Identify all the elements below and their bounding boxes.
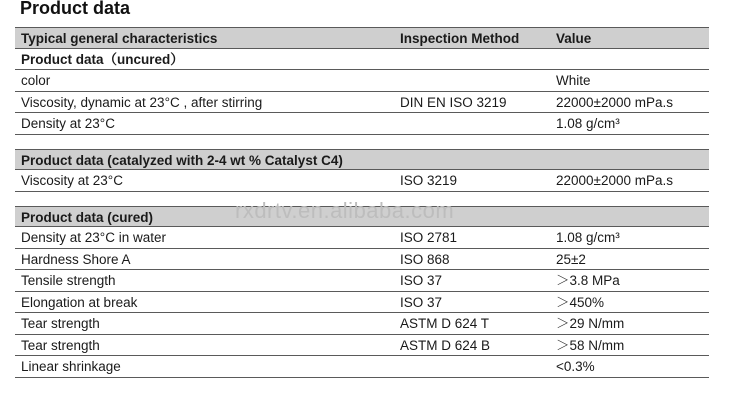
section-title: Product data（uncured） bbox=[21, 51, 184, 67]
row-value: ＞58 N/mm bbox=[556, 337, 625, 353]
row-name: Tensile strength bbox=[21, 273, 116, 288]
row-method: ISO 37 bbox=[400, 273, 443, 288]
table-row bbox=[15, 70, 709, 92]
row-method: ASTM D 624 T bbox=[400, 316, 490, 331]
row-name: Tear strength bbox=[21, 337, 100, 353]
row-value: 22000±2000 mPa.s bbox=[556, 173, 673, 188]
row-name: Density at 23°C in water bbox=[21, 230, 166, 245]
table-row bbox=[15, 249, 709, 271]
row-name: Linear shrinkage bbox=[21, 359, 121, 374]
section-uncured-title bbox=[15, 49, 709, 71]
row-name: Density at 23°C bbox=[21, 116, 115, 131]
table-row bbox=[15, 92, 709, 114]
row-value: ＞29 N/mm bbox=[556, 316, 625, 331]
table-row bbox=[15, 227, 709, 249]
table-row bbox=[15, 356, 709, 378]
row-value: 1.08 g/cm³ bbox=[556, 116, 620, 131]
row-value: ＞450% bbox=[556, 294, 605, 310]
row-method: ISO 3219 bbox=[400, 173, 458, 188]
row-value: ＞3.8 MPa bbox=[556, 273, 620, 288]
row-value: 25±2 bbox=[556, 251, 586, 267]
header-method: Inspection Method bbox=[400, 31, 520, 46]
row-method: ISO 2781 bbox=[400, 230, 458, 245]
table-row bbox=[15, 313, 709, 335]
row-name: Hardness Shore A bbox=[21, 251, 131, 267]
row-value: White bbox=[556, 73, 591, 88]
table-row bbox=[15, 170, 709, 192]
table-row bbox=[15, 292, 709, 314]
row-name: Viscosity, dynamic at 23°C , after stirring bbox=[21, 94, 263, 110]
row-value: 22000±2000 mPa.s bbox=[556, 94, 673, 110]
row-value: 1.08 g/cm³ bbox=[556, 230, 620, 245]
row-name: Elongation at break bbox=[21, 294, 138, 310]
section-title: Product data (cured) bbox=[21, 209, 154, 225]
table-row bbox=[15, 270, 709, 292]
row-name: color bbox=[21, 73, 51, 88]
row-value: <0.3% bbox=[556, 359, 595, 374]
section-catalyzed-title bbox=[15, 149, 709, 171]
header-characteristics: Typical general characteristics bbox=[21, 31, 218, 46]
document-title: Product data bbox=[20, 0, 131, 18]
row-method: ASTM D 624 B bbox=[400, 337, 491, 353]
header-value: Value bbox=[556, 31, 592, 46]
table-row bbox=[15, 335, 709, 357]
table-row bbox=[15, 113, 709, 135]
row-method: DIN EN ISO 3219 bbox=[400, 94, 507, 110]
table-header bbox=[15, 27, 709, 49]
row-name: Viscosity at 23°C bbox=[21, 173, 123, 188]
watermark: rxdrtv.en.alibaba.com bbox=[235, 198, 455, 223]
section-spacer bbox=[15, 135, 709, 149]
section-title: Product data (catalyzed with 2-4 wt % Catalyst C4) bbox=[21, 152, 343, 168]
row-name: Tear strength bbox=[21, 316, 100, 331]
row-method: ISO 868 bbox=[400, 251, 450, 267]
row-method: ISO 37 bbox=[400, 294, 443, 310]
